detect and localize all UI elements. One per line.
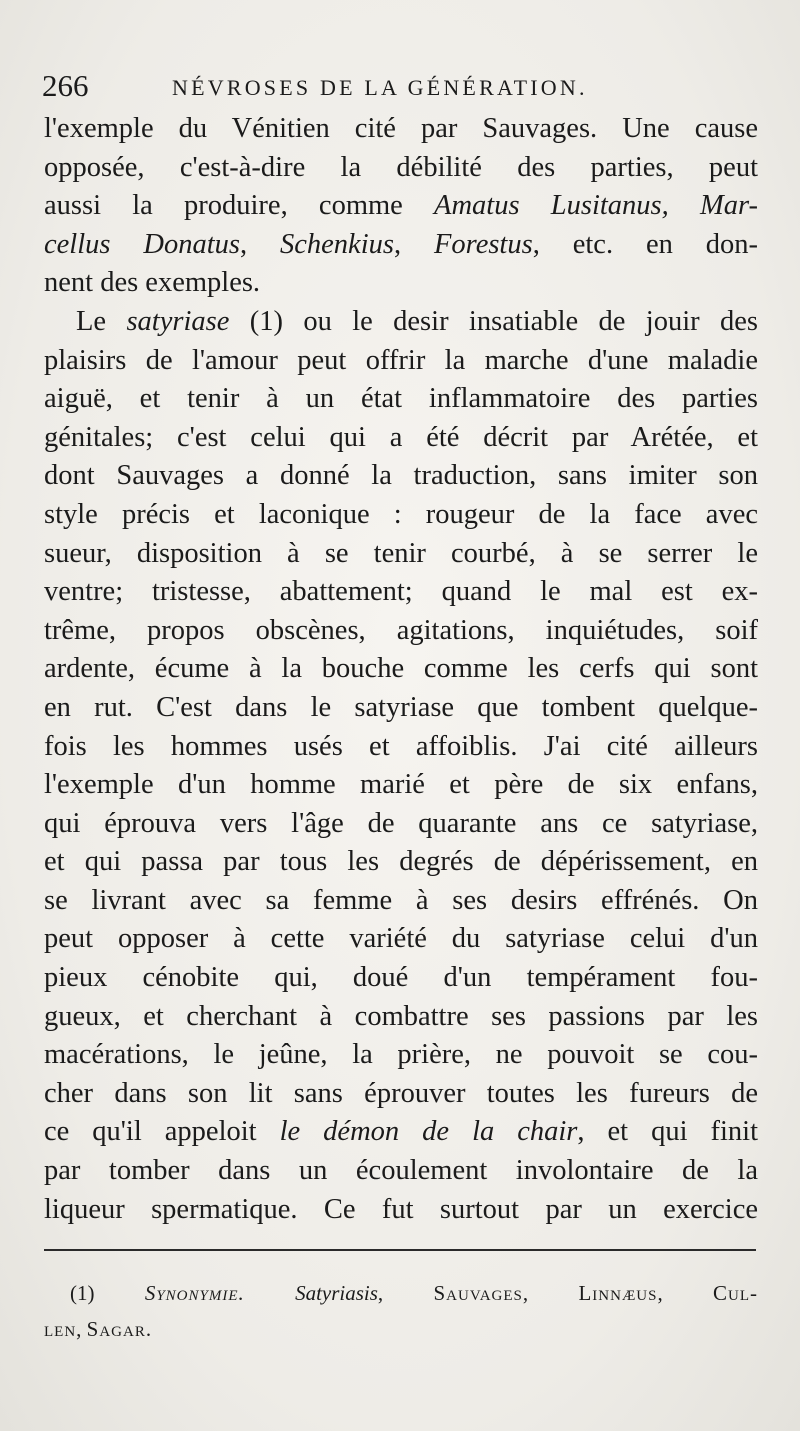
italic-name: cellus Donatus	[44, 228, 240, 260]
text-segment: (1) ou le desir insatiable de jouir des	[229, 305, 758, 337]
text-line: l'exemple d'un homme marié et père de six enfans,	[44, 769, 758, 801]
text-segment: ,	[239, 228, 280, 260]
text-line: macérations, le jeûne, la prière, ne pouvoit se cou-	[44, 1039, 758, 1071]
footnote	[44, 1275, 758, 1347]
running-head: NÉVROSES DE LA GÉNÉRATION.	[172, 75, 588, 100]
text-line: trême, propos obscènes, agitations, inquiétudes, soif	[44, 614, 758, 646]
footnote-sep: ,	[522, 1281, 579, 1305]
text-segment: Le	[76, 305, 127, 337]
footnote-author: len	[44, 1317, 77, 1341]
text-line: opposée, c'est-à-dire la débilité des parties, peut	[44, 151, 758, 183]
footnote-label: Synonymie.	[144, 1281, 245, 1305]
text-line	[44, 187, 758, 226]
footnote-author: Linnæus	[578, 1281, 658, 1305]
footnote-author: Sauvages	[433, 1281, 523, 1305]
footnote-author: Sagar.	[86, 1317, 153, 1341]
footnote-term: Satyriasis	[295, 1281, 378, 1305]
italic-name: Forestus	[434, 228, 533, 260]
body-text	[44, 110, 758, 1229]
footnote-sep: ,	[657, 1281, 714, 1305]
text-line: l'exemple du Vénitien cité par Sauvages. Une cause	[44, 113, 758, 144]
text-line: se livrant avec sa femme à ses desirs effrénés. On	[44, 884, 758, 916]
italic-name: Schenkius	[280, 228, 394, 260]
text-line: gueux, et cherchant à combattre ses passions par les	[44, 1000, 758, 1032]
text-segment: ,	[393, 228, 434, 260]
text-line: sueur, disposition à se tenir courbé, à se serrer le	[44, 537, 758, 569]
text-line: qui éprouva vers l'âge de quarante ans ce satyriase,	[44, 807, 758, 839]
text-line: en rut. C'est dans le satyriase que tombent quelque-	[44, 691, 758, 723]
text-line: liqueur spermatique. Ce fut surtout par un exercice	[44, 1193, 758, 1225]
text-line: et qui passa par tous les degrés de dépérissement, en	[44, 846, 758, 878]
footnote-line	[44, 1275, 758, 1311]
text-line: cher dans son lit sans éprouver toutes les fureurs de	[44, 1077, 758, 1109]
page-header	[42, 66, 758, 110]
text-line: aiguë, et tenir à un état inflammatoire des parties	[44, 383, 758, 415]
text-line	[44, 226, 758, 265]
text-line	[44, 1113, 758, 1152]
text-segment: , et qui finit	[577, 1116, 759, 1148]
italic-names: Amatus Lusitanus, Mar-	[434, 190, 758, 222]
text-line: style précis et laconique : rougeur de la face avec	[44, 498, 758, 530]
text-line: fois les hommes usés et affoiblis. J'ai cité ailleurs	[44, 730, 758, 762]
text-line: plaisirs de l'amour peut offrir la marche d'une maladie	[44, 344, 758, 376]
text-line: ardente, écume à la bouche comme les cerfs qui sont	[44, 653, 758, 685]
text-line: génitales; c'est celui qui a été décrit par Arétée, et	[44, 421, 758, 453]
text-line: par tomber dans un écoulement involontaire de la	[44, 1155, 758, 1187]
footnote-rule	[44, 1249, 756, 1251]
text-line: pieux cénobite qui, doué d'un tempérament fou-	[44, 962, 758, 994]
text-segment: aussi la produire, comme	[44, 190, 403, 222]
footnote-author: Cul-	[713, 1281, 759, 1305]
text-line	[44, 303, 758, 342]
text-line: nent des exemples.	[44, 267, 261, 299]
italic-term: satyriase	[126, 305, 230, 337]
text-line: peut opposer à cette variété du satyriase celui d'un	[44, 923, 758, 955]
text-line: dont Sauvages a donné la traduction, sans imiter son	[44, 460, 758, 492]
footnote-line	[44, 1311, 758, 1347]
footnote-marker: (1)	[70, 1281, 95, 1305]
text-segment: ce qu'il appeloit	[44, 1116, 257, 1148]
footnote-sep: ,	[76, 1317, 87, 1341]
page-number: 266	[42, 68, 89, 103]
footnote-sep: ,	[377, 1281, 434, 1305]
text-segment: , etc. en don-	[532, 228, 759, 260]
italic-phrase: le démon de la chair	[279, 1116, 578, 1148]
text-line: ventre; tristesse, abattement; quand le mal est ex-	[44, 576, 758, 608]
